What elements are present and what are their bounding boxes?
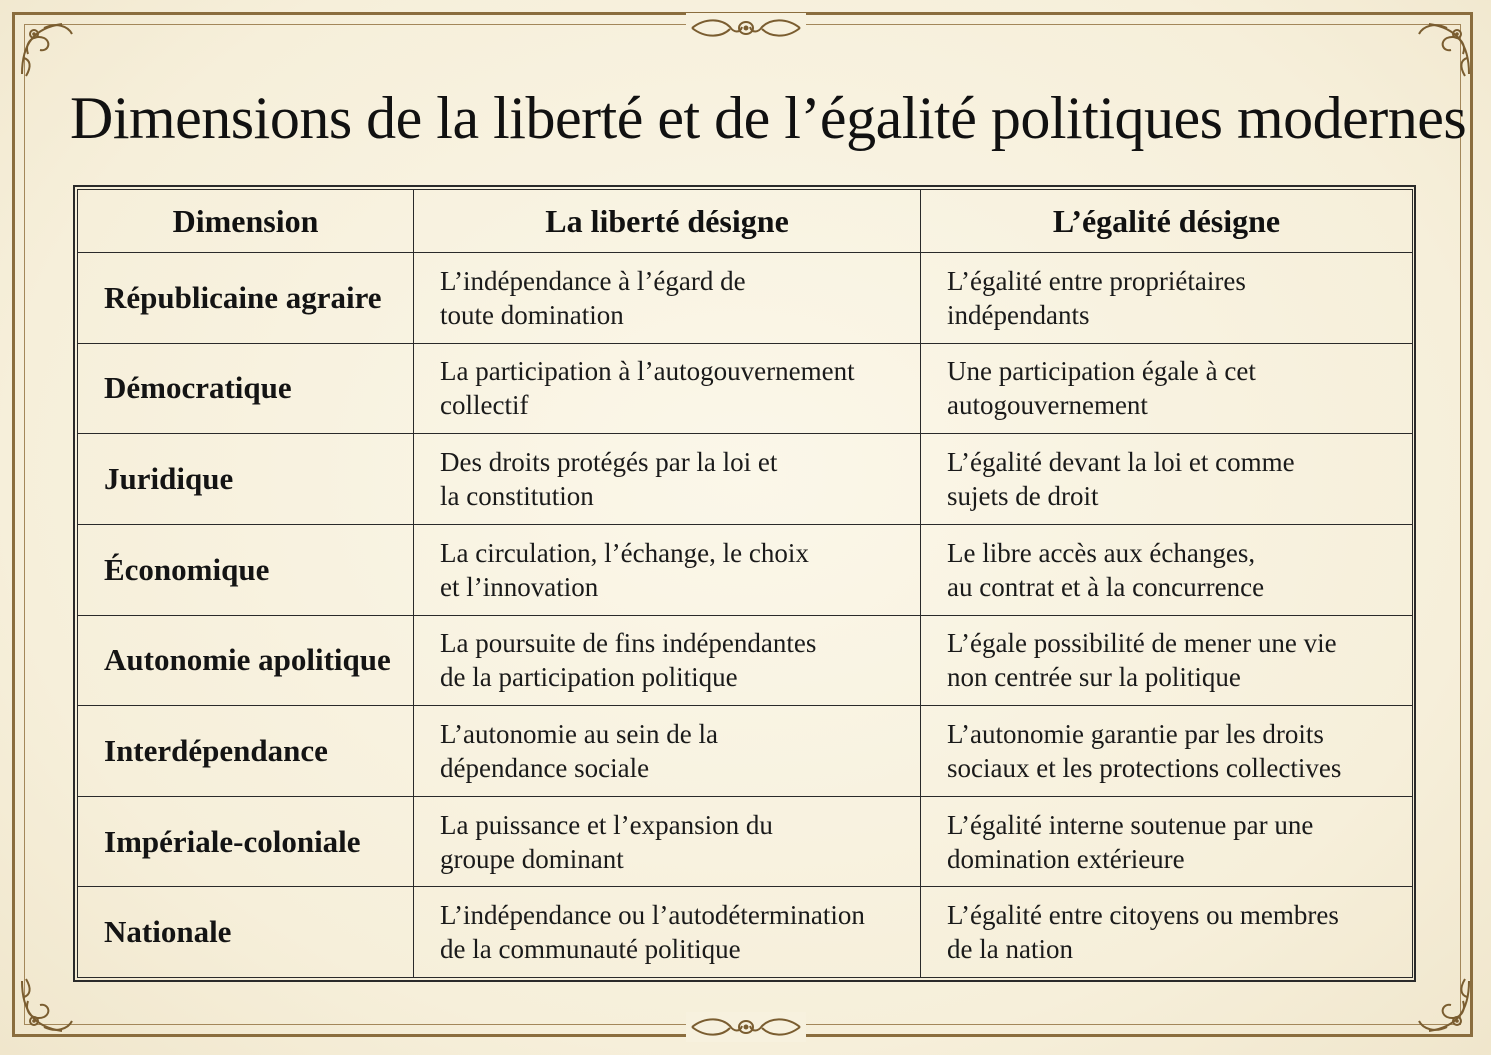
cell-line: L’égalité entre propriétaires [947, 265, 1246, 296]
corner-flourish-icon [14, 14, 84, 84]
cell-line: autogouvernement [947, 390, 1148, 421]
liberte-cell [414, 434, 921, 525]
cell-line: collectif [440, 390, 529, 421]
cell-line: groupe dominant [440, 843, 624, 874]
center-scroll-ornament-icon [686, 13, 806, 43]
table-row [78, 706, 1413, 797]
cell-line: la constitution [440, 481, 594, 512]
dimension-cell: Démocratique [78, 343, 414, 434]
dimension-cell: Juridique [78, 434, 414, 525]
table-header-row [78, 190, 1413, 253]
cell-line: sujets de droit [947, 481, 1099, 512]
dimension-cell: Impériale-coloniale [78, 796, 414, 887]
cell-line: indépendants [947, 299, 1090, 330]
dimension-cell: Économique [78, 524, 414, 615]
cell-line: La poursuite de fins indépendantes [440, 628, 817, 659]
dimensions-table-frame [73, 185, 1416, 982]
table-row [78, 887, 1413, 978]
column-header-dimension: Dimension [78, 190, 414, 253]
corner-flourish-icon [1407, 971, 1477, 1041]
dimension-cell: Interdépendance [78, 706, 414, 797]
cell-line: de la participation politique [440, 662, 738, 693]
cell-line: domination extérieure [947, 843, 1185, 874]
center-scroll-ornament-icon [686, 1012, 806, 1042]
egalite-cell [921, 796, 1413, 887]
dimension-cell: Autonomie apolitique [78, 615, 414, 706]
cell-line: de la nation [947, 934, 1073, 965]
cell-line: La circulation, l’échange, le choix [440, 537, 809, 568]
cell-line: toute domination [440, 299, 624, 330]
cell-line: L’égalité interne soutenue par une [947, 809, 1314, 840]
cell-line: au contrat et à la concurrence [947, 571, 1265, 602]
dimensions-table [77, 189, 1413, 978]
cell-line: de la communauté politique [440, 934, 741, 965]
cell-line: sociaux et les protections collectives [947, 752, 1342, 783]
cell-line: L’égalité entre citoyens ou membres [947, 900, 1339, 931]
cell-line: L’égalité devant la loi et comme [947, 447, 1295, 478]
dimension-cell: Républicaine agraire [78, 253, 414, 344]
column-header-liberte: La liberté désigne [414, 190, 921, 253]
cell-line: L’égale possibilité de mener une vie [947, 628, 1337, 659]
liberte-cell [414, 615, 921, 706]
table-row [78, 253, 1413, 344]
liberte-cell [414, 887, 921, 978]
egalite-cell [921, 524, 1413, 615]
table-row [78, 434, 1413, 525]
egalite-cell [921, 253, 1413, 344]
table-row [78, 796, 1413, 887]
page-title: Dimensions de la liberté et de l’égalité politiques modernes [70, 85, 1467, 151]
liberte-cell [414, 253, 921, 344]
column-header-egalite: L’égalité désigne [921, 190, 1413, 253]
table-row [78, 615, 1413, 706]
cell-line: L’indépendance à l’égard de [440, 265, 746, 296]
cell-line: La participation à l’autogouvernement [440, 356, 855, 387]
cell-line: L’autonomie au sein de la [440, 718, 718, 749]
liberte-cell [414, 524, 921, 615]
cell-line: Une participation égale à cet [947, 356, 1256, 387]
egalite-cell [921, 615, 1413, 706]
egalite-cell [921, 343, 1413, 434]
cell-line: dépendance sociale [440, 752, 650, 783]
dimension-cell: Nationale [78, 887, 414, 978]
cell-line: non centrée sur la politique [947, 662, 1241, 693]
table-row [78, 343, 1413, 434]
liberte-cell [414, 796, 921, 887]
egalite-cell [921, 434, 1413, 525]
table-row [78, 524, 1413, 615]
cell-line: et l’innovation [440, 571, 599, 602]
egalite-cell [921, 706, 1413, 797]
cell-line: L’indépendance ou l’autodétermination [440, 900, 865, 931]
liberte-cell [414, 343, 921, 434]
egalite-cell [921, 887, 1413, 978]
cell-line: Des droits protégés par la loi et [440, 447, 778, 478]
cell-line: L’autonomie garantie par les droits [947, 718, 1324, 749]
corner-flourish-icon [1407, 14, 1477, 84]
cell-line: Le libre accès aux échanges, [947, 537, 1256, 568]
liberte-cell [414, 706, 921, 797]
cell-line: La puissance et l’expansion du [440, 809, 773, 840]
